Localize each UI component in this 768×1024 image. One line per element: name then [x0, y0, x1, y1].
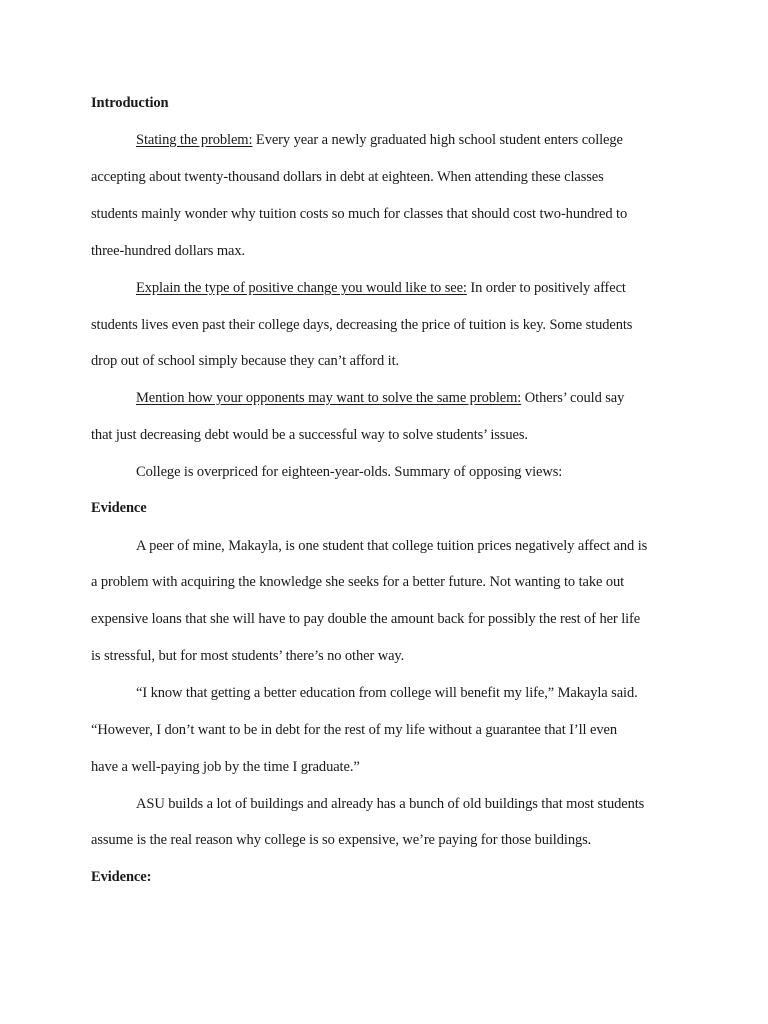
heading-evidence: Evidence: [91, 500, 147, 516]
paragraph-line: three-hundred dollars max.: [91, 243, 246, 259]
paragraph-line: a problem with acquiring the knowledge she seeks for a better future. Not wanting to take out: [91, 574, 625, 590]
paragraph-line: assume is the real reason why college is so expensive, we’re paying for those buildings.: [91, 832, 592, 848]
heading-introduction: Introduction: [91, 95, 169, 111]
paragraph-text: Every year a newly graduated high school student enters college: [252, 132, 623, 148]
paragraph-line: drop out of school simply because they can’t afford it.: [91, 353, 400, 369]
paragraph-text: In order to positively affect: [466, 280, 626, 296]
paragraph-line: students lives even past their college days, decreasing the price of tuition is key. Some students: [91, 317, 633, 333]
label-stating-problem: Stating the problem:: [136, 132, 253, 148]
paragraph-text: Others’ could say: [521, 390, 625, 406]
paragraph-problem-line: [136, 131, 623, 149]
label-positive-change: Explain the type of positive change you would like to see:: [136, 280, 467, 296]
paragraph-line: students mainly wonder why tuition costs so much for classes that should cost two-hundred to: [91, 206, 628, 222]
paragraph-line: ASU builds a lot of buildings and already has a bunch of old buildings that most students: [136, 796, 645, 812]
paragraph-line: expensive loans that she will have to pay double the amount back for possibly the rest of her life: [91, 611, 641, 627]
label-opponents: Mention how your opponents may want to solve the same problem:: [136, 390, 522, 406]
paragraph-line: “However, I don’t want to be in debt for the rest of my life without a guarantee that I’ll even: [91, 722, 617, 738]
paragraph-change-line: [136, 279, 626, 297]
paragraph-line: A peer of mine, Makayla, is one student that college tuition prices negatively affect and is: [136, 538, 648, 554]
paragraph-line: College is overpriced for eighteen-year-olds. Summary of opposing views:: [136, 464, 563, 480]
heading-evidence-2: Evidence:: [91, 869, 152, 885]
paragraph-opponents-line: [136, 389, 624, 407]
paragraph-line: is stressful, but for most students’ there’s no other way.: [91, 648, 405, 664]
paragraph-line: accepting about twenty-thousand dollars in debt at eighteen. When attending these classes: [91, 169, 604, 185]
paragraph-line: “I know that getting a better education from college will benefit my life,” Makayla said.: [136, 685, 638, 701]
paragraph-line: that just decreasing debt would be a successful way to solve students’ issues.: [91, 427, 528, 443]
paragraph-line: have a well-paying job by the time I graduate.”: [91, 759, 360, 775]
